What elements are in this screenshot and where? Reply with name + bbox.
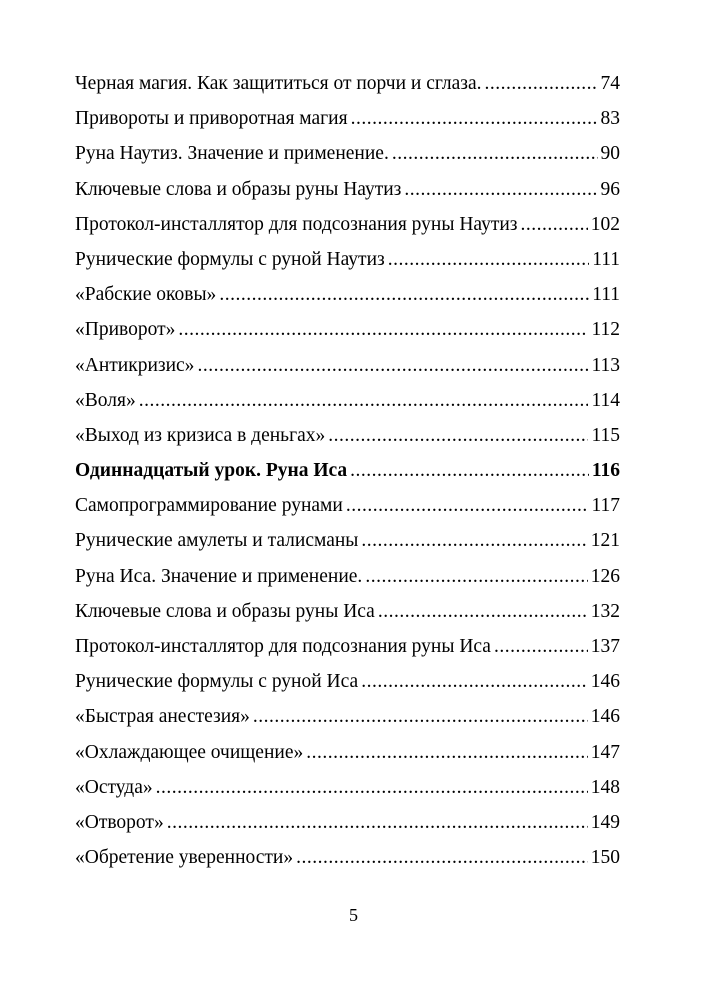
toc-entry <box>75 418 620 453</box>
table-of-contents <box>75 66 620 875</box>
toc-entry <box>75 101 620 136</box>
toc-entry-page-number: 113 <box>591 354 620 376</box>
toc-entry-title: «Остуда» <box>75 776 153 798</box>
dot-leader <box>350 453 589 488</box>
toc-entry-title: «Приворот» <box>75 319 176 341</box>
toc-entry <box>75 136 620 171</box>
toc-entry <box>75 699 620 734</box>
toc-entry-title: Рунические амулеты и талисманы <box>75 530 359 552</box>
toc-entry-title: Черная магия. Как защититься от порчи и сглаза. <box>75 73 482 94</box>
toc-chapter-heading <box>75 453 620 488</box>
toc-entry <box>75 770 620 805</box>
dot-leader <box>156 770 588 805</box>
toc-entry <box>75 559 620 594</box>
toc-entry-page-number: 150 <box>590 847 620 869</box>
toc-entry <box>75 664 620 699</box>
toc-entry-title: «Воля» <box>75 389 136 411</box>
toc-entry-page-number: 117 <box>591 495 620 517</box>
dot-leader <box>296 840 588 875</box>
toc-entry-page-number: 137 <box>590 636 620 657</box>
toc-entry-page-number: 146 <box>590 706 620 728</box>
dot-leader <box>494 629 588 664</box>
toc-entry <box>75 172 620 207</box>
toc-entry-page-number: 114 <box>591 389 620 411</box>
toc-entry-page-number: 146 <box>590 671 620 693</box>
toc-entry-page-number: 90 <box>600 143 620 165</box>
dot-leader <box>404 172 597 207</box>
toc-entry-page-number: 149 <box>590 811 620 833</box>
toc-entry-page-number: 148 <box>590 776 620 798</box>
toc-entry <box>75 207 620 242</box>
toc-entry <box>75 523 620 558</box>
toc-entry-page-number: 111 <box>592 284 620 306</box>
dot-leader <box>388 242 589 277</box>
toc-entry-page-number: 115 <box>591 424 620 446</box>
toc-entry <box>75 735 620 770</box>
toc-entry-title: Рунические формулы с руной Наутиз <box>75 248 385 270</box>
toc-entry-page-number: 83 <box>600 108 620 130</box>
dot-leader <box>361 523 587 558</box>
page-number: 5 <box>349 905 358 925</box>
toc-entry-page-number: 74 <box>600 73 620 94</box>
dot-leader <box>365 559 587 594</box>
dot-leader <box>521 207 588 242</box>
toc-entry <box>75 488 620 523</box>
toc-entry <box>75 805 620 840</box>
toc-entry-title: «Отворот» <box>75 811 164 833</box>
toc-entry <box>75 383 620 418</box>
toc-entry-page-number: 116 <box>591 460 620 482</box>
toc-entry-title: Руна Наутиз. Значение и применение. <box>75 143 389 165</box>
toc-entry <box>75 840 620 875</box>
toc-entry-page-number: 112 <box>591 319 620 341</box>
toc-entry-title: Самопрограммирование рунами <box>75 495 343 517</box>
dot-leader <box>139 383 589 418</box>
toc-entry-title: Рунические формулы с руной Иса <box>75 671 359 693</box>
toc-entry <box>75 312 620 347</box>
toc-entry-page-number: 132 <box>590 600 620 622</box>
toc-entry-page-number: 111 <box>592 248 620 270</box>
toc-entry-page-number: 121 <box>590 530 620 552</box>
toc-entry <box>75 66 620 101</box>
dot-leader <box>378 594 588 629</box>
toc-entry <box>75 594 620 629</box>
toc-entry <box>75 242 620 277</box>
toc-entry-title: Руна Иса. Значение и применение. <box>75 565 363 587</box>
toc-entry <box>75 629 620 664</box>
toc-entry-page-number: 126 <box>590 565 620 587</box>
toc-entry-title: «Рабские оковы» <box>75 284 217 306</box>
toc-entry-title: «Обретение уверенности» <box>75 847 294 869</box>
toc-entry <box>75 348 620 383</box>
toc-entry <box>75 277 620 312</box>
dot-leader <box>485 66 598 101</box>
dot-leader <box>178 312 588 347</box>
toc-entry-title: «Антикризис» <box>75 354 195 376</box>
dot-leader <box>219 277 589 312</box>
toc-entry-page-number: 147 <box>590 741 620 763</box>
toc-entry-title: Привороты и приворотная магия <box>75 108 348 130</box>
toc-entry-title: «Быстрая анестезия» <box>75 706 250 728</box>
toc-entry-title: Ключевые слова и образы руны Наутиз <box>75 178 402 200</box>
dot-leader <box>197 348 588 383</box>
dot-leader <box>392 136 598 171</box>
dot-leader <box>361 664 588 699</box>
toc-entry-title: Протокол-инсталлятор для подсознания руны Наутиз <box>75 213 518 235</box>
toc-entry-title: Ключевые слова и образы руны Иса <box>75 600 375 622</box>
toc-entry-page-number: 96 <box>600 178 620 200</box>
toc-entry-title: «Выход из кризиса в деньгах» <box>75 424 326 446</box>
dot-leader <box>346 488 589 523</box>
toc-entry-title: «Охлаждающее очищение» <box>75 741 304 763</box>
dot-leader <box>351 101 598 136</box>
dot-leader <box>306 735 588 770</box>
toc-entry-title: Одиннадцатый урок. Руна Иса <box>75 460 348 482</box>
toc-entry-title: Протокол-инсталлятор для подсознания руны Иса <box>75 636 491 657</box>
dot-leader <box>328 418 588 453</box>
dot-leader <box>167 805 588 840</box>
toc-entry-page-number: 102 <box>590 213 620 235</box>
dot-leader <box>253 699 588 734</box>
